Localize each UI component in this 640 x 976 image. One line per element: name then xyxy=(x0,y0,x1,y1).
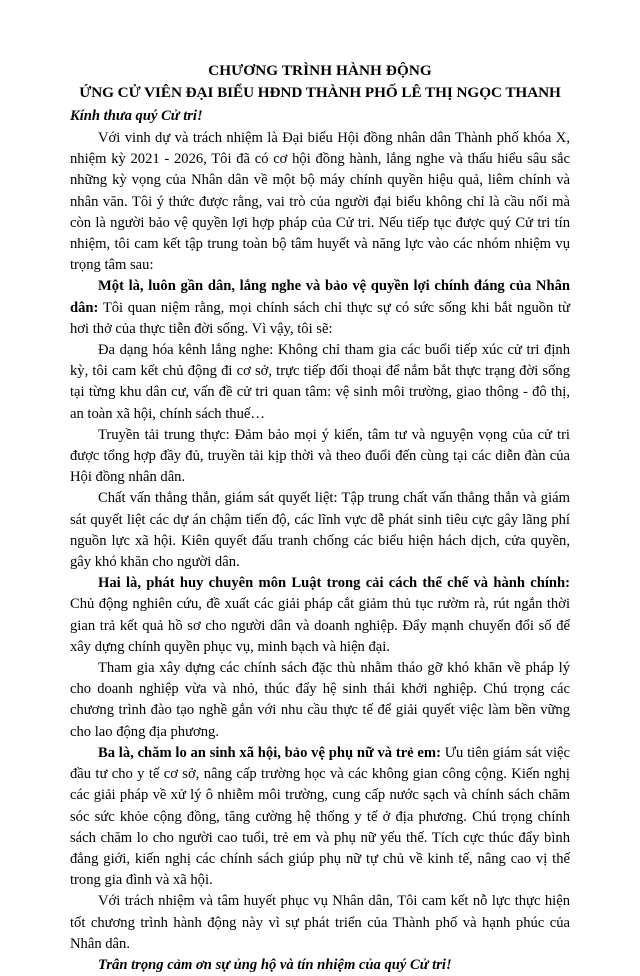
paragraph-text: Ưu tiên giám sát việc đầu tư cho y tế cơ sở, nâng cấp trường học và các không gian công cộng. Kiến nghị các giải pháp về xử lý ô nhiễm môi trường, cung cấp nước sạch và chính sách chăm sóc sức khỏe cộng đồng, tăng cường hệ thống y tế ở địa phương. Chú trọng chính sách chăm lo cho người cao tuổi, trẻ em và phụ nữ yếu thế. Tích cực thúc đẩy bình đẳng giới, kiến nghị các chính sách giúp phụ nữ tự chủ về kinh tế, nâng cao vị thế trong gia đình và xã hội. xyxy=(70,744,570,889)
paragraph-lead: Ba là, chăm lo an sinh xã hội, bảo vệ phụ nữ và trẻ em: xyxy=(98,744,441,761)
document-title-line-1: CHƯƠNG TRÌNH HÀNH ĐỘNG xyxy=(208,62,432,79)
closing-statement: Trân trọng cảm ơn sự ủng hộ và tín nhiệm của quý Cử tri! xyxy=(98,956,452,973)
paragraph-oversight xyxy=(70,488,570,573)
paragraph-text: Tham gia xây dựng các chính sách đặc thù nhằm tháo gỡ khó khăn về pháp lý cho doanh nghiệp vừa và nhỏ, thúc đẩy hệ sinh thái khởi nghiệp. Chú trọng các chương trình đào tạo nghề gắn với nhu cầu thực tế để giải quyết việc làm bền vững cho lao động địa phương. xyxy=(70,660,570,740)
paragraph-commitment xyxy=(70,891,570,955)
paragraph-text: Tôi quan niệm rằng, mọi chính sách chỉ thực sự có sức sống khi bắt nguồn từ hơi thở của thực tiễn đời sống. Vì vậy, tôi sẽ: xyxy=(70,299,570,337)
paragraph-honest-transmission xyxy=(70,425,570,489)
paragraph-text: Với trách nhiệm và tâm huyết phục vụ Nhân dân, Tôi cam kết nỗ lực thực hiện tốt chương trình hành động này vì sự phát triển của Thành phố và hạnh phúc của Nhân dân. xyxy=(70,893,570,952)
salutation: Kính thưa quý Cử tri! xyxy=(70,108,203,124)
paragraph-point-one xyxy=(70,276,570,340)
document-title-line-2: ỨNG CỬ VIÊN ĐẠI BIỂU HĐND THÀNH PHỐ LÊ THỊ NGỌC THANH xyxy=(79,84,561,101)
paragraph-business-policy xyxy=(70,658,570,743)
paragraph-text: Với vinh dự và trách nhiệm là Đại biểu Hội đồng nhân dân Thành phố khóa X, nhiệm kỳ 2021 - 2026, Tôi đã có cơ hội đồng hành, lắng nghe và thấu hiểu sâu sắc những kỳ vọng của Nhân dân về một bộ máy chính quyền hiệu quả, liêm chính và nhân văn. Tôi ý thức được rằng, vai trò của người đại biểu không chỉ là cầu nối mà còn là người bảo vệ quyền lợi hợp pháp của Cử tri. Nếu tiếp tục được quý Cử tri tín nhiệm, tôi cam kết tập trung toàn bộ tâm huyết và năng lực vào các nhóm nhiệm vụ trọng tâm sau: xyxy=(70,130,570,274)
paragraph-text: Đa dạng hóa kênh lắng nghe: Không chỉ tham gia các buổi tiếp xúc cử tri định kỳ, tôi cam kết chủ động đi cơ sở, trực tiếp đối thoại để nắm bắt thực trạng đời sống tại từng khu dân cư, vấn đề cử tri quan tâm: vệ sinh môi trường, giao thông - đô thị, an toàn xã hội, chính sách thuế… xyxy=(70,342,570,422)
paragraph-intro xyxy=(70,128,570,276)
paragraph-text: Chất vấn thẳng thắn, giám sát quyết liệt: Tập trung chất vấn thẳng thắn và giám sát quyết liệt các dự án chậm tiến độ, các lĩnh vực dễ phát sinh tiêu cực gây lãng phí nguồn lực xã hội. Kiên quyết đấu tranh chống các biểu hiện hách dịch, cửa quyền, gây khó khăn cho người dân. xyxy=(70,490,570,571)
paragraph-lead: Hai là, phát huy chuyên môn Luật trong cải cách thể chế và hành chính: xyxy=(98,575,570,592)
paragraph-listening-channels xyxy=(70,340,570,425)
paragraph-lead: Một là, luôn gần dân, lắng nghe và bảo vệ quyền lợi chính đáng của Nhân dân: xyxy=(70,278,570,316)
paragraph-point-three xyxy=(70,743,570,891)
paragraph-point-two xyxy=(70,573,570,658)
paragraph-text: Truyền tải trung thực: Đảm bảo mọi ý kiến, tâm tư và nguyện vọng của cử tri được tổng hợp đầy đủ, truyền tải kịp thời và theo đuổi đến cùng tại các diễn đàn của Hội đồng nhân dân. xyxy=(70,426,570,486)
paragraph-text: Chủ động nghiên cứu, đề xuất các giải pháp cắt giảm thủ tục rườm rà, rút ngắn thời gian trả kết quả hồ sơ cho người dân và doanh nghiệp. Đẩy mạnh chuyển đổi số để xây dựng chính quyền phục vụ, minh bạch và hiện đại. xyxy=(70,596,570,655)
